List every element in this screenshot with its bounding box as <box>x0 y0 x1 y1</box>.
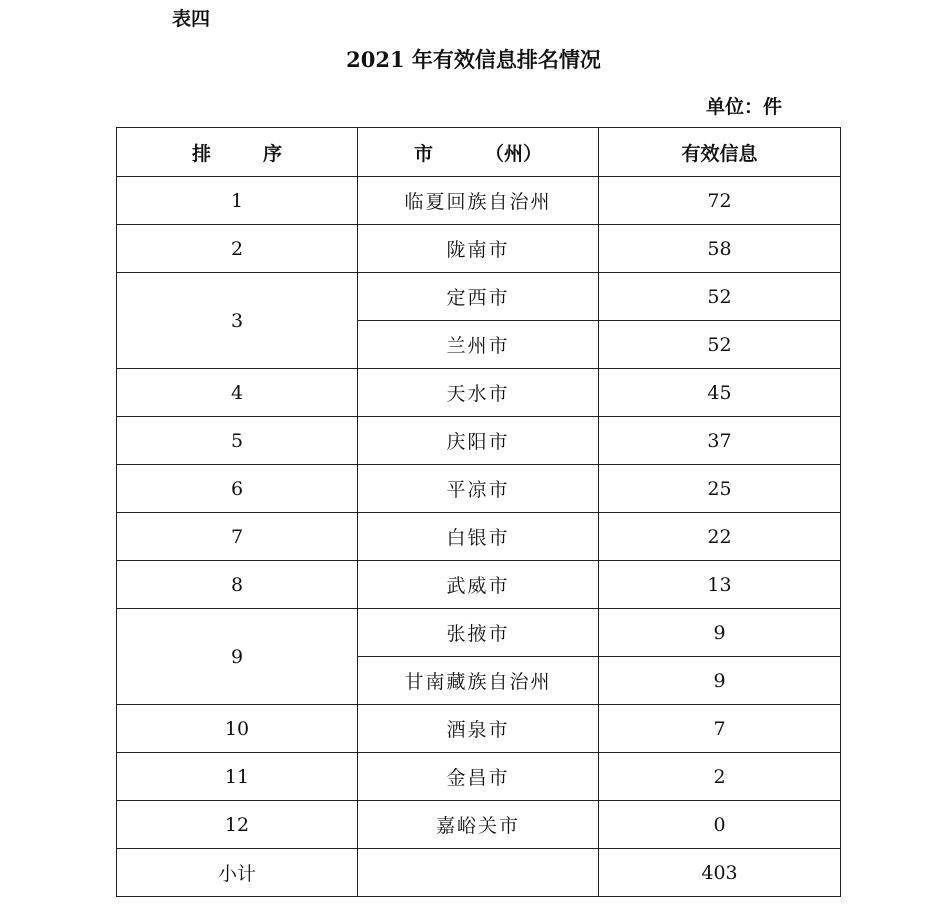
count-cell: 37 <box>599 417 841 465</box>
city-cell: 庆阳市 <box>358 417 599 465</box>
total-label: 小计 <box>117 849 358 897</box>
rank-cell: 12 <box>117 801 358 849</box>
table-row <box>117 801 841 849</box>
unit-label: 单位：件 <box>706 96 783 118</box>
count-cell: 52 <box>599 321 841 369</box>
rank-cell: 7 <box>117 513 358 561</box>
table-row <box>117 273 841 321</box>
table-row <box>117 465 841 513</box>
header-city-part-2: （州） <box>485 142 543 165</box>
table-row <box>117 417 841 465</box>
table-row <box>117 561 841 609</box>
total-row <box>117 849 841 897</box>
rank-cell: 6 <box>117 465 358 513</box>
total-city-cell <box>358 849 599 897</box>
table-row <box>117 609 841 657</box>
city-cell: 金昌市 <box>358 753 599 801</box>
city-cell: 张掖市 <box>358 609 599 657</box>
count-cell: 52 <box>599 273 841 321</box>
header-rank-part-1: 排 <box>191 142 211 165</box>
table-row <box>117 753 841 801</box>
document-title: 2021 年有效信息排名情况 <box>346 47 601 72</box>
count-cell: 25 <box>599 465 841 513</box>
rank-cell: 10 <box>117 705 358 753</box>
city-cell: 甘南藏族自治州 <box>358 657 599 705</box>
rank-cell: 9 <box>117 609 358 705</box>
table-row <box>117 369 841 417</box>
count-cell: 2 <box>599 753 841 801</box>
count-cell: 58 <box>599 225 841 273</box>
header-info-count: 有效信息 <box>599 128 841 177</box>
count-cell: 72 <box>599 177 841 225</box>
table-row <box>117 705 841 753</box>
rank-cell: 1 <box>117 177 358 225</box>
count-cell: 13 <box>599 561 841 609</box>
city-cell: 武威市 <box>358 561 599 609</box>
count-cell: 0 <box>599 801 841 849</box>
rank-cell: 8 <box>117 561 358 609</box>
city-cell: 定西市 <box>358 273 599 321</box>
header-rank-part-2: 序 <box>263 142 283 165</box>
rank-cell: 11 <box>117 753 358 801</box>
rank-cell: 4 <box>117 369 358 417</box>
rank-cell: 3 <box>117 273 358 369</box>
city-cell: 嘉峪关市 <box>358 801 599 849</box>
ranking-table <box>116 127 841 897</box>
city-cell: 白银市 <box>358 513 599 561</box>
table-row <box>117 225 841 273</box>
header-rank <box>117 128 358 177</box>
city-cell: 平凉市 <box>358 465 599 513</box>
total-count: 403 <box>599 849 841 897</box>
rank-cell: 5 <box>117 417 358 465</box>
city-cell: 酒泉市 <box>358 705 599 753</box>
header-city-part-1: 市 <box>413 142 433 165</box>
count-cell: 22 <box>599 513 841 561</box>
table-number-label: 表四 <box>172 8 211 30</box>
city-cell: 临夏回族自治州 <box>358 177 599 225</box>
count-cell: 9 <box>599 609 841 657</box>
table-row <box>117 513 841 561</box>
rank-cell: 2 <box>117 225 358 273</box>
city-cell: 陇南市 <box>358 225 599 273</box>
city-cell: 天水市 <box>358 369 599 417</box>
city-cell: 兰州市 <box>358 321 599 369</box>
count-cell: 7 <box>599 705 841 753</box>
table-row <box>117 177 841 225</box>
header-city <box>358 128 599 177</box>
count-cell: 45 <box>599 369 841 417</box>
table-header-row <box>117 128 841 177</box>
count-cell: 9 <box>599 657 841 705</box>
